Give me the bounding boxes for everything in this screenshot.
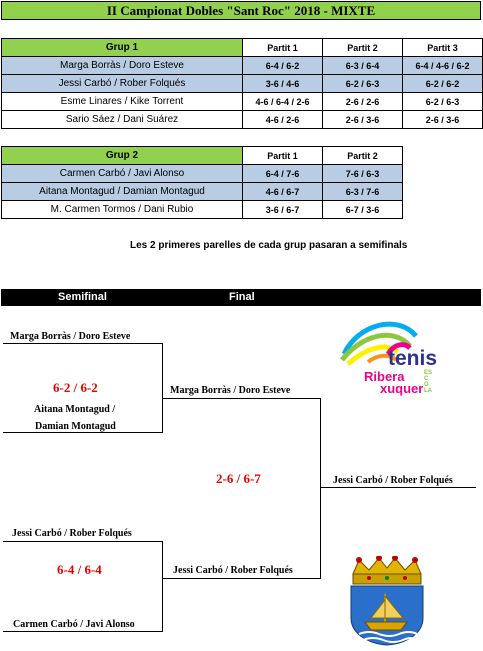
group1-name: Grup 1 (2, 39, 243, 57)
match-result: 2-6 / 2-6 (323, 93, 403, 111)
team-name: Aitana Montagud / Damian Montagud (2, 183, 243, 201)
sf1-score: 6-2 / 6-2 (53, 380, 98, 395)
match-result: 6-2 / 6-3 (323, 75, 403, 93)
group2-name: Grup 2 (2, 147, 243, 165)
match-result: 6-4 / 7-6 (243, 165, 323, 183)
group1-header-2: Partit 2 (323, 39, 403, 57)
team-name: Marga Borràs / Doro Esteve (2, 57, 243, 75)
logo-word: tenis (388, 347, 438, 370)
group1-header-3: Partit 3 (403, 39, 483, 57)
match-result: 2-6 / 3-6 (403, 111, 483, 129)
final-bracket-line (163, 399, 321, 579)
match-result: 6-7 / 3-6 (323, 201, 403, 219)
logo-line3: xuquer (380, 381, 424, 396)
final-score: 2-6 / 6-7 (216, 471, 261, 486)
match-result: 3-6 / 6-7 (243, 201, 323, 219)
sf2-score: 6-4 / 6-4 (57, 562, 102, 577)
group2-header-1: Partit 1 (243, 147, 323, 165)
match-result: 4-6 / 2-6 (243, 111, 323, 129)
champion-team: Jessi Carbó / Rober Folqués (333, 475, 453, 486)
sf2-bottom-team: Carmen Carbó / Javi Alonso (13, 619, 135, 630)
town-coat-of-arms-icon (345, 556, 429, 646)
team-name: Sario Sáez / Dani Suárez (2, 111, 243, 129)
semifinal-label: Semifinal (58, 291, 107, 303)
match-result: 2-6 / 3-6 (323, 111, 403, 129)
tenis-ribera-xuquer-logo (338, 314, 442, 398)
group2-header-2: Partit 2 (323, 147, 403, 165)
sf1-top-team: Marga Borràs / Doro Esteve (10, 331, 131, 342)
match-result: 3-6 / 4-6 (243, 75, 323, 93)
sf1-bottom-team-line2: Damian Montagud (35, 421, 116, 432)
match-result: 6-4 / 4-6 / 6-2 (403, 57, 483, 75)
final-bottom-team: Jessi Carbó / Rober Folqués (173, 565, 293, 576)
team-name: Esme Linares / Kike Torrent (2, 93, 243, 111)
logo-side-text: ESCOLA (424, 370, 433, 394)
team-name: Jessi Carbó / Rober Folqués (2, 75, 243, 93)
match-result: 6-3 / 6-4 (323, 57, 403, 75)
match-result: 6-4 / 6-2 (243, 57, 323, 75)
sf2-top-team: Jessi Carbó / Rober Folqués (12, 528, 132, 539)
final-label: Final (229, 291, 255, 303)
semifinal2-bracket-line (3, 542, 163, 632)
logo-line2: Ribera (364, 369, 405, 384)
match-result: 7-6 / 6-3 (323, 165, 403, 183)
team-name: M. Carmen Tormos / Dani Rubio (2, 201, 243, 219)
match-result: 6-2 / 6-3 (403, 93, 483, 111)
group1-header-1: Partit 1 (243, 39, 323, 57)
match-result: 6-3 / 7-6 (323, 183, 403, 201)
sf1-bottom-team-line1: Aitana Montagud / (34, 404, 116, 415)
match-result: 6-2 / 6-2 (403, 75, 483, 93)
page-title: II Campionat Dobles "Sant Roc" 2018 - MIXTE (1, 1, 481, 20)
semifinal-note: Les 2 primeres parelles de cada grup pasaran a semifinals (130, 240, 408, 251)
match-result: 4-6 / 6-7 (243, 183, 323, 201)
final-top-team: Marga Borràs / Doro Esteve (170, 385, 291, 396)
team-name: Carmen Carbó / Javi Alonso (2, 165, 243, 183)
match-result: 4-6 / 6-4 / 2-6 (243, 93, 323, 111)
